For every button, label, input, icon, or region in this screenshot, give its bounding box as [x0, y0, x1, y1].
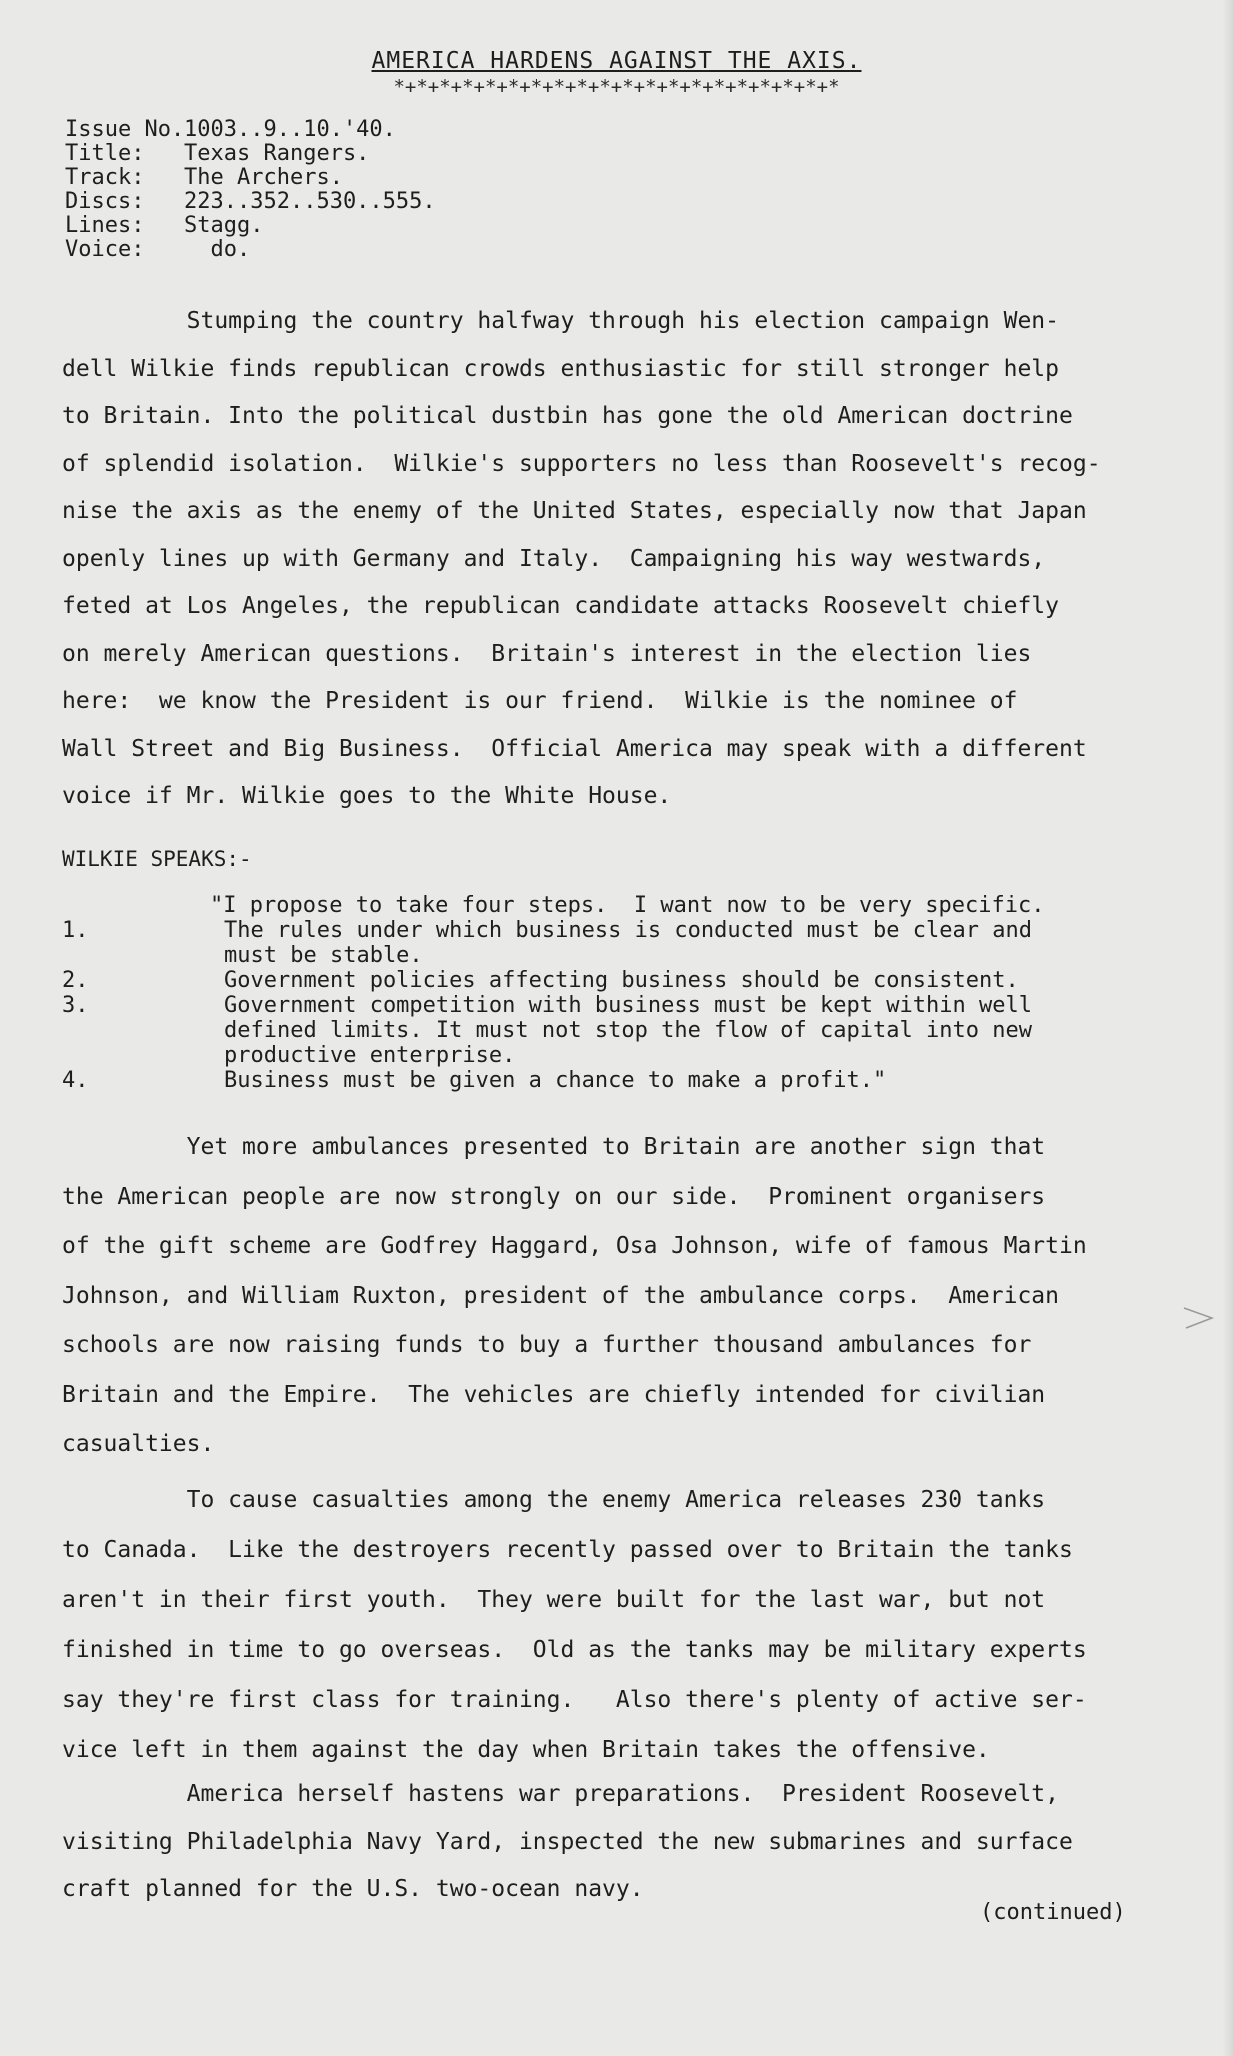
- quote-points: [62, 918, 1172, 1093]
- paragraph-tanks: [62, 1475, 1172, 1775]
- wilkie-quote: [62, 893, 1172, 1093]
- point-number: 1.: [62, 918, 89, 943]
- text-line: of splendid isolation. Wilkie's supporters no less than Roosevelt's recog-: [62, 450, 1101, 477]
- meta-value: 1003..9..10.'40.: [184, 117, 396, 142]
- point-text: Business must be given a chance to make a profit.": [224, 1068, 887, 1093]
- point-text: productive enterprise.: [224, 1043, 516, 1068]
- text-line: Yet more ambulances presented to Britain are another sign that: [62, 1134, 1046, 1160]
- point-number: [62, 943, 224, 968]
- point-number: 2.: [62, 968, 89, 993]
- text-line: here: we know the President is our friend. Wilkie is the nominee of: [62, 688, 1018, 714]
- text-line: craft planned for the U.S. two-ocean navy.: [62, 1876, 644, 1902]
- meta-key: Discs:: [65, 189, 145, 214]
- point-text: Government policies affecting business should be consistent.: [224, 968, 1019, 993]
- point-text: The rules under which business is conducted must be clear and: [224, 918, 1032, 943]
- point-text: must be stable.: [224, 943, 423, 968]
- text-line: finished in time to go overseas. Old as the tanks may be military experts: [62, 1637, 1087, 1663]
- text-line: voice if Mr. Wilkie goes to the White House.: [62, 783, 672, 809]
- quote-point-line: [62, 943, 1172, 968]
- text-line: vice left in them against the day when Britain takes the offensive.: [62, 1737, 990, 1763]
- meta-value: Texas Rangers.: [184, 141, 370, 166]
- text-line: Britain and the Empire. The vehicles are chiefly intended for civilian: [62, 1381, 1046, 1408]
- quote-point-line: [62, 1043, 1172, 1068]
- document-title: AMERICA HARDENS AGAINST THE AXIS.: [371, 48, 862, 74]
- wilkie-speaks-heading: WILKIE SPEAKS:-: [62, 847, 252, 871]
- text-line: Stumping the country halfway through his election campaign Wen-: [62, 308, 1059, 334]
- meta-row: [65, 142, 436, 166]
- meta-row: [65, 238, 436, 262]
- quote-point-line: [62, 1068, 1172, 1093]
- text-line: casualties.: [62, 1431, 215, 1457]
- point-number: [62, 1043, 224, 1068]
- meta-row: [65, 214, 436, 238]
- meta-row: [65, 166, 436, 190]
- point-number: 4.: [62, 1068, 89, 1093]
- meta-value: Stagg.: [184, 213, 264, 238]
- paragraph-navy: [62, 1771, 1172, 1914]
- meta-row: [65, 118, 436, 142]
- metadata-block: [65, 118, 436, 262]
- quote-point-line: [62, 968, 1172, 993]
- text-line: on merely American questions. Britain's interest in the election lies: [62, 640, 1032, 667]
- text-line: America herself hastens war preparations. President Roosevelt,: [62, 1781, 1059, 1807]
- quote-intro: "I propose to take four steps. I want now to be very specific.: [210, 893, 1045, 918]
- title-rule: *+*+*+*+*+*+*+*+*+*+*+*+*+*+*+*+*+*+*+*: [393, 76, 840, 98]
- text-line: to Britain. Into the political dustbin has gone the old American doctrine: [62, 403, 1073, 429]
- meta-value: The Archers.: [184, 165, 343, 190]
- meta-value: 223..352..530..555.: [184, 189, 436, 214]
- text-line: say they're first class for training. Also there's plenty of active ser-: [62, 1687, 1087, 1713]
- meta-key: Track:: [65, 165, 145, 190]
- point-number: [62, 1018, 224, 1043]
- paragraph-election: [62, 298, 1172, 821]
- text-line: openly lines up with Germany and Italy. Campaigning his way westwards,: [62, 545, 1046, 572]
- quote-point-line: [62, 1018, 1172, 1043]
- text-line: the American people are now strongly on our side. Prominent organisers: [62, 1183, 1046, 1210]
- margin-mark-icon: [1182, 1302, 1222, 1332]
- meta-key: Voice:: [65, 237, 145, 262]
- meta-row: [65, 190, 436, 214]
- text-line: nise the axis as the enemy of the United States, especially now that Japan: [62, 498, 1087, 524]
- text-line: visiting Philadelphia Navy Yard, inspected the new submarines and surface: [62, 1828, 1073, 1855]
- text-line: Wall Street and Big Business. Official America may speak with a different: [62, 735, 1087, 762]
- text-line: of the gift scheme are Godfrey Haggard, Osa Johnson, wife of famous Martin: [62, 1233, 1087, 1259]
- continued-label: (continued): [980, 1900, 1126, 1925]
- point-text: defined limits. It must not stop the flow of capital into new: [224, 1018, 1032, 1043]
- text-line: to Canada. Like the destroyers recently passed over to Britain the tanks: [62, 1537, 1073, 1563]
- text-line: To cause casualties among the enemy America releases 230 tanks: [62, 1487, 1046, 1513]
- meta-key: Issue No.: [65, 117, 185, 142]
- text-line: aren't in their first youth. They were built for the last war, but not: [62, 1587, 1046, 1613]
- point-number: 3.: [62, 993, 89, 1018]
- meta-value: do.: [184, 237, 251, 262]
- text-line: dell Wilkie finds republican crowds enthusiastic for still stronger help: [62, 355, 1059, 382]
- meta-key: Lines:: [65, 213, 145, 238]
- meta-key: Title:: [65, 141, 145, 166]
- point-text: Government competition with business must be kept within well: [224, 993, 1032, 1018]
- text-line: schools are now raising funds to buy a further thousand ambulances for: [62, 1332, 1032, 1358]
- text-line: feted at Los Angeles, the republican candidate attacks Roosevelt chiefly: [62, 593, 1059, 619]
- text-line: Johnson, and William Ruxton, president of the ambulance corps. American: [62, 1282, 1059, 1309]
- paragraph-ambulances: [62, 1123, 1172, 1470]
- quote-point-line: [62, 918, 1172, 943]
- quote-point-line: [62, 993, 1172, 1018]
